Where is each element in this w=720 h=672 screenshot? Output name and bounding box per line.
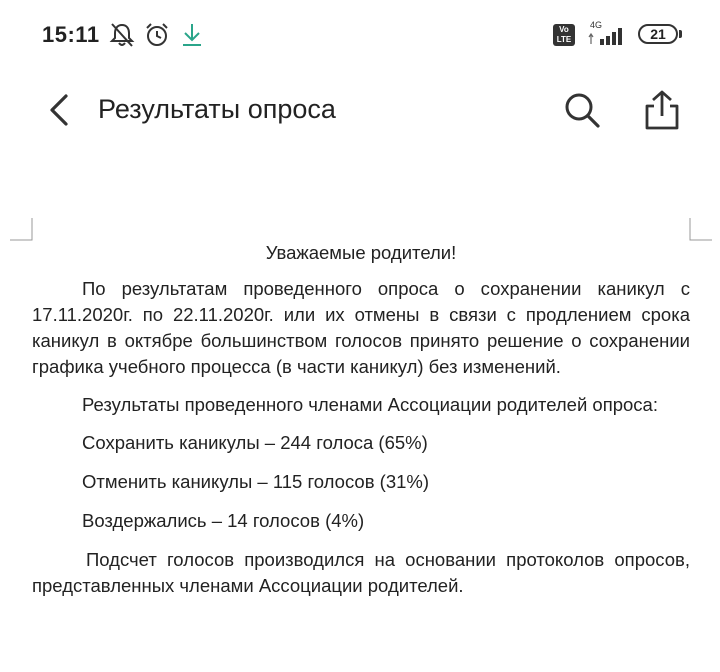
document-text bbox=[32, 240, 690, 599]
document-view[interactable] bbox=[0, 152, 720, 672]
app-bar bbox=[0, 68, 720, 152]
signal-icon bbox=[588, 26, 628, 46]
paragraph-decision: По результатам проведенного опроса о сохранении каникул с 17.11.2020г. по 22.11.2020г. или их отмены в связи с продлением срока каникул в октябре большинством голосов принято решение о сохранении графика учебного процесса (в части каникул) без изменений. bbox=[32, 278, 690, 377]
crop-mark-top-left bbox=[10, 218, 34, 242]
result-abstained: Воздержались – 14 голосов (4%) bbox=[82, 510, 365, 531]
battery-tip bbox=[679, 30, 682, 38]
result-cancel-holidays: Отменить каникулы – 115 голосов (31%) bbox=[82, 471, 430, 492]
battery-icon: 21 bbox=[638, 24, 678, 44]
status-time: 15:11 bbox=[42, 22, 100, 47]
paragraph-counting: Подсчет голосов производился на основании протоколов опросов, представленных членами Ассоциации родителей. bbox=[32, 549, 690, 596]
search-icon[interactable] bbox=[562, 90, 602, 130]
volte-badge: Vo LTE bbox=[553, 24, 575, 46]
crop-mark-top-right bbox=[688, 218, 712, 242]
alarm-icon bbox=[144, 22, 170, 48]
share-icon[interactable] bbox=[642, 88, 682, 132]
download-icon bbox=[180, 22, 204, 48]
paragraph-results-intro: Результаты проведенного членами Ассоциации родителей опроса: bbox=[82, 394, 658, 415]
page-title: Результаты опроса bbox=[98, 94, 336, 124]
status-bar bbox=[0, 0, 720, 68]
result-keep-holidays: Сохранить каникулы – 244 голоса (65%) bbox=[82, 432, 428, 453]
network-type: 4G bbox=[590, 20, 603, 30]
muted-bell-icon bbox=[108, 22, 136, 48]
back-button[interactable] bbox=[42, 90, 78, 130]
document-heading: Уважаемые родители! bbox=[265, 242, 457, 263]
